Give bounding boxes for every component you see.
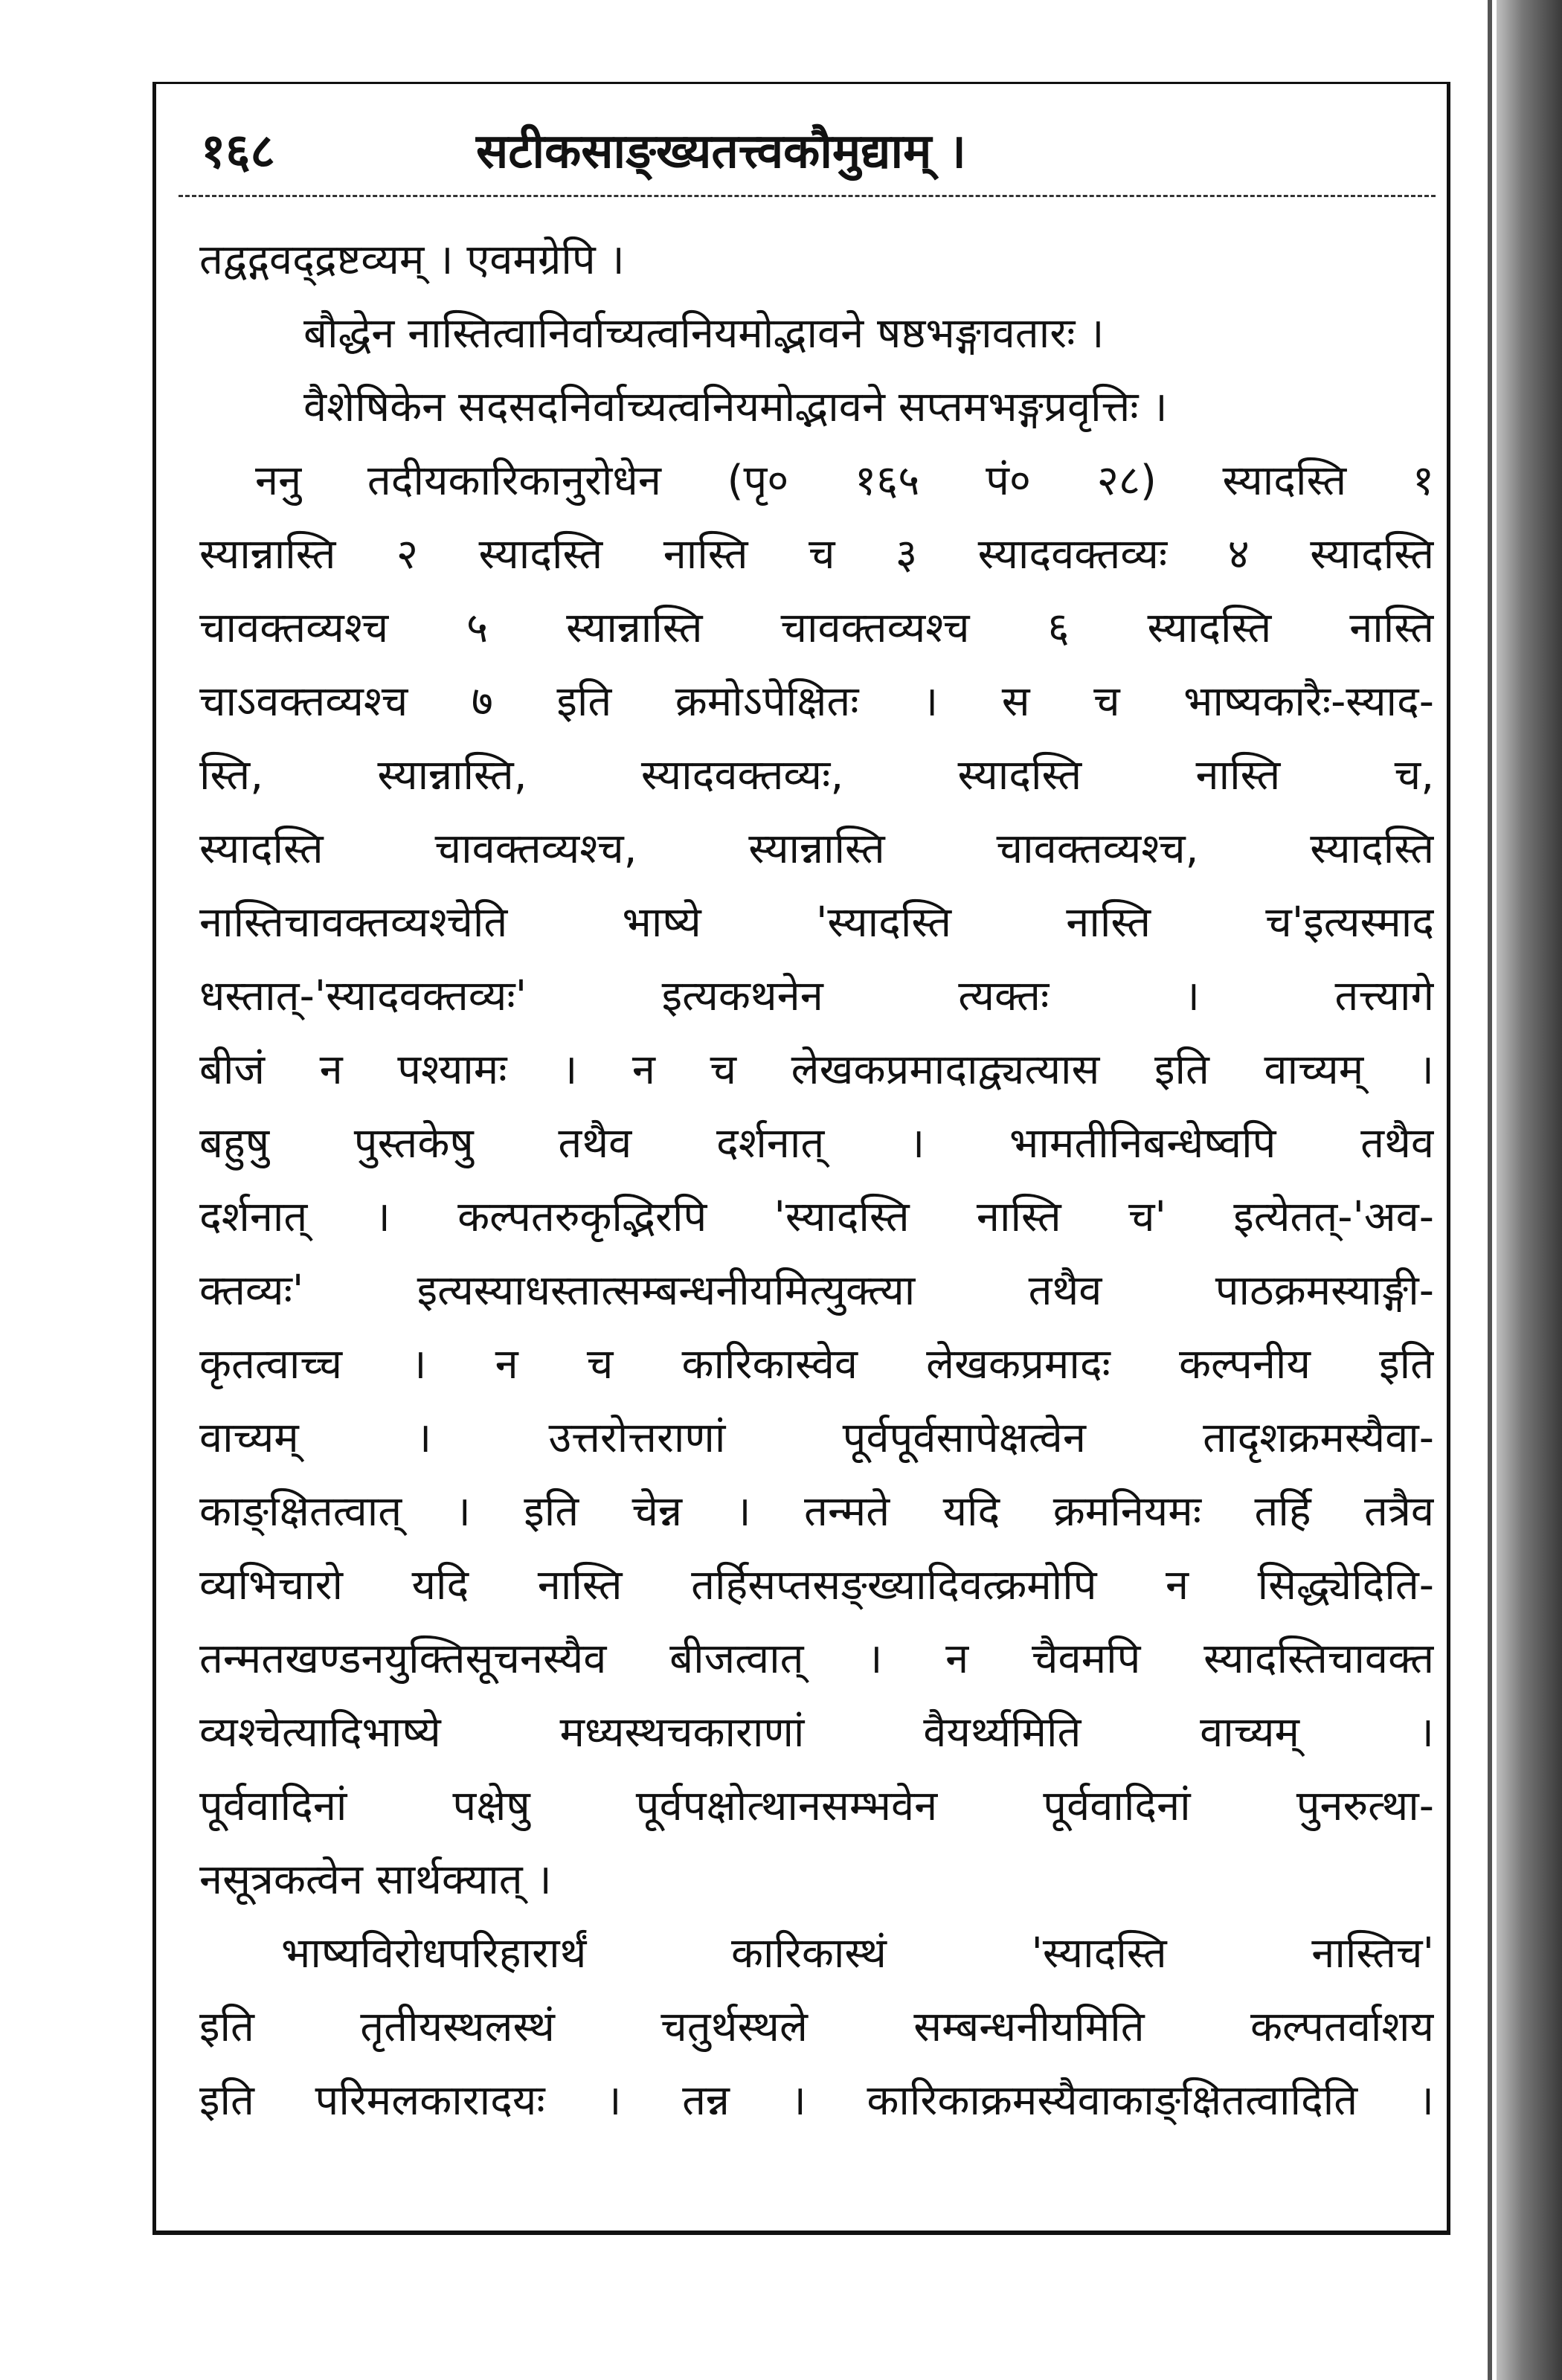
text-line: कृतत्वाच्च । न च कारिकास्वेव लेखकप्रमादः कल्पनीय इति [199, 1340, 1434, 1389]
text-line: वाच्यम् । उत्तरोत्तराणां पूर्वपूर्वसापेक्षत्वेन तादृशक्रमस्यैवा- [199, 1414, 1434, 1462]
book-spine-shadow [1497, 0, 1562, 2380]
text-line: धस्तात्-'स्यादवक्तव्यः' इत्यकथनेन त्यक्तः । तत्त्यागे [199, 972, 1434, 1020]
text-line: चावक्तव्यश्च ५ स्यान्नास्ति चावक्तव्यश्च ६ स्यादस्ति नास्ति [199, 604, 1434, 652]
text-line: इति परिमलकारादयः । तन्न । कारिकाक्रमस्यैवाकाङ्क्षितत्वादिति । [199, 2077, 1434, 2125]
text-line: स्यादस्ति चावक्तव्यश्च, स्यान्नास्ति चावक्तव्यश्च, स्यादस्ति [199, 825, 1434, 873]
text-line: बीजं न पश्यामः । न च लेखकप्रमादाद्व्यत्यास इति वाच्यम् । [199, 1046, 1434, 1094]
text-line: तद्वद्गवद्द्रष्टव्यम् । एवमग्रेपि । [199, 236, 625, 284]
text-line: क्तव्यः' इत्यस्याधस्तात्सम्बन्धनीयमित्युक्त्या तथैव पाठक्रमस्याङ्गी- [199, 1267, 1434, 1315]
text-line: स्यान्नास्ति २ स्यादस्ति नास्ति च ३ स्यादवक्तव्यः ४ स्यादस्ति [199, 530, 1434, 579]
text-line: व्यभिचारो यदि नास्ति तर्हिसप्तसङ्ख्यादिवत्क्रमोपि न सिद्ध्येदिति- [199, 1561, 1434, 1609]
text-line: ननु तदीयकारिकानुरोधेन (पृ० १६५ पं० २८) स्यादस्ति १ [255, 457, 1434, 505]
book-spine-edge [1488, 0, 1492, 2380]
text-line: वैशेषिकेन सदसदनिर्वाच्यत्वनियमोद्भावने सप्तमभङ्गप्रवृत्तिः । [303, 383, 1168, 431]
text-line: इति तृतीयस्थलस्थं चतुर्थस्थले सम्बन्धनीयमिति कल्पतर्वाशय [199, 2003, 1434, 2051]
text-line: चाऽवक्तव्यश्च ७ इति क्रमोऽपेक्षितः । स च भाष्यकारैः-स्याद- [199, 678, 1434, 726]
text-line: व्यश्चेत्यादिभाष्ये मध्यस्थचकाराणां वैयर्थ्यमिति वाच्यम् । [199, 1708, 1434, 1757]
page-body [199, 223, 1434, 2138]
text-line: भाष्यविरोधपरिहारार्थं कारिकास्थं 'स्यादस्ति नास्तिच' [281, 1929, 1434, 1978]
running-title: सटीकसाङ्ख्यतत्त्वकौमुद्याम् । [476, 124, 966, 179]
text-line: काङ्क्षितत्वात् । इति चेन्न । तन्मते यदि क्रमनियमः तर्हि तत्रैव [199, 1488, 1434, 1536]
text-line: नसूत्रकत्वेन सार्थक्यात् । [199, 1856, 552, 1904]
text-line: बौद्धेन नास्तित्वानिर्वाच्यत्वनियमोद्भावने षष्ठभङ्गावतारः । [303, 309, 1105, 358]
text-line: स्ति, स्यान्नास्ति, स्यादवक्तव्यः, स्यादस्ति नास्ति च, [199, 751, 1434, 800]
page-header [201, 108, 1436, 190]
text-line: दर्शनात् । कल्पतरुकृद्भिरपि 'स्यादस्ति नास्ति च' इत्येतत्-'अव- [199, 1193, 1434, 1241]
text-line: पूर्ववादिनां पक्षेषु पूर्वपक्षोत्थानसम्भवेन पूर्ववादिनां पुनरुत्था- [199, 1782, 1434, 1830]
text-line: नास्तिचावक्तव्यश्चेति भाष्ये 'स्यादस्ति नास्ति च'इत्यस्माद [199, 898, 1434, 947]
text-line: बहुषु पुस्तकेषु तथैव दर्शनात् । भामतीनिबन्धेष्वपि तथैव [199, 1119, 1434, 1168]
page-number: १६८ [201, 124, 275, 179]
header-divider [179, 195, 1436, 197]
text-line: तन्मतखण्डनयुक्तिसूचनस्यैव बीजत्वात् । न चैवमपि स्यादस्तिचावक्त [199, 1635, 1434, 1683]
